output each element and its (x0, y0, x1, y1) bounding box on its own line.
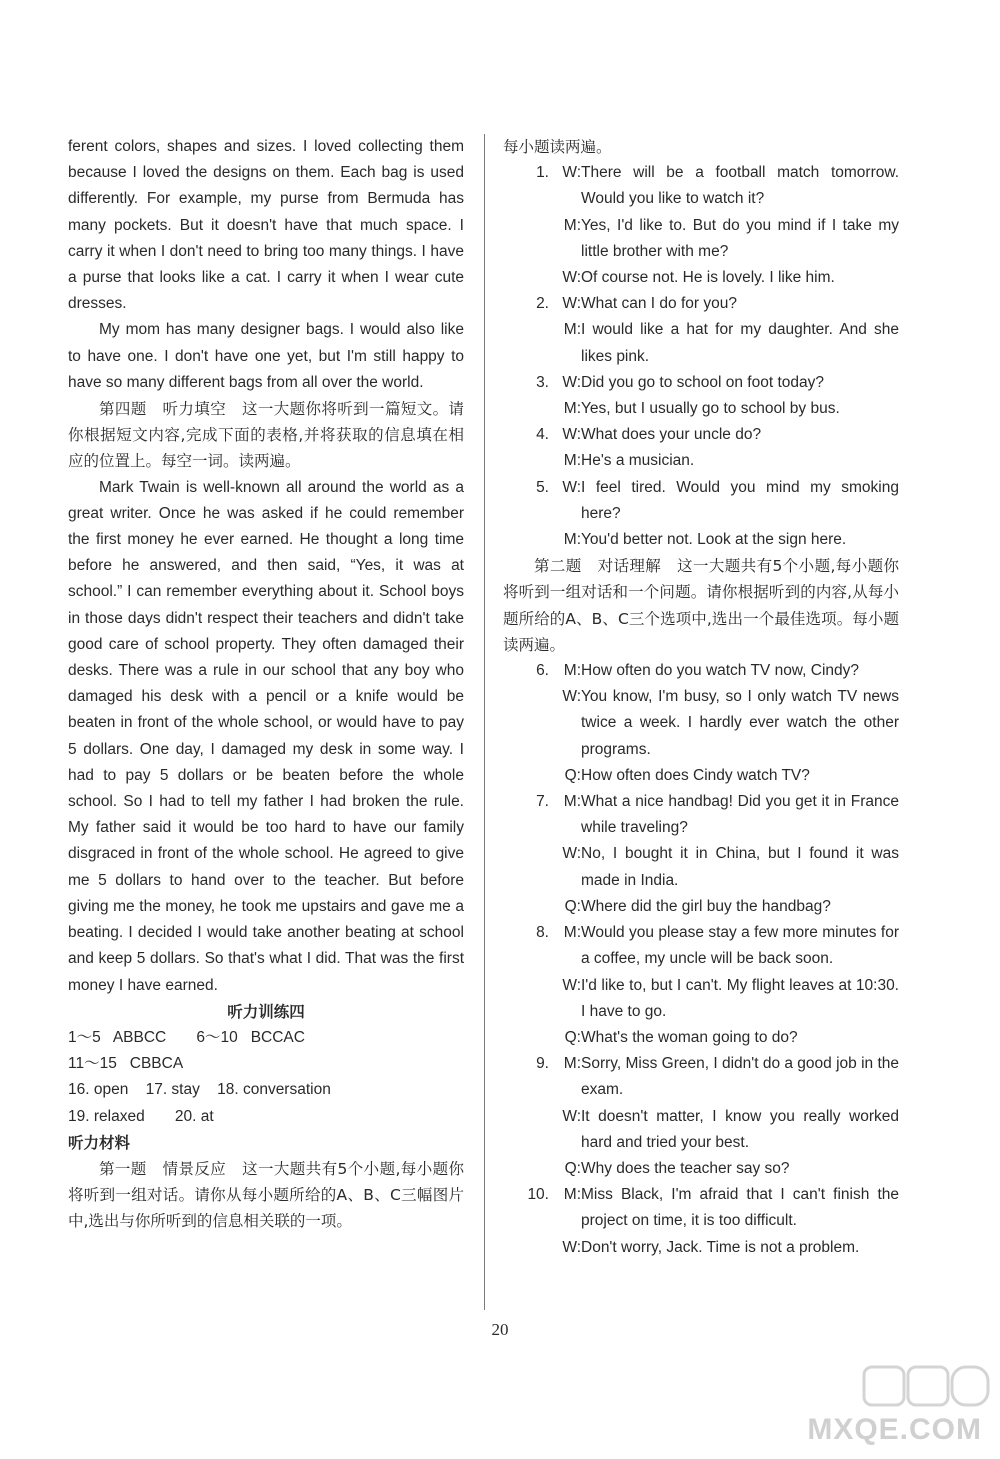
dialog-line (503, 422, 899, 448)
speaker-label: W: (562, 1238, 581, 1256)
answer-range: 1～5 (68, 1028, 101, 1046)
speaker-label: W: (562, 478, 581, 496)
indent-spacer (503, 1104, 553, 1156)
dialog-text: Don't worry, Jack. Time is not a problem. (581, 1238, 860, 1256)
dialog-line (503, 448, 899, 474)
dialog-text: What a nice handbag! Did you get it in France while traveling? (581, 793, 899, 837)
dialog-line (503, 973, 899, 1025)
indent-spacer (503, 265, 553, 291)
answer-key: ABBCC (112, 1028, 167, 1046)
dialog-text: Why does the teacher say so? (581, 1159, 790, 1177)
answer-key: CBBCA (129, 1055, 184, 1073)
fill-answer: 18. conversation (217, 1081, 331, 1099)
dialog-line (503, 1235, 899, 1261)
question-number: 1. (536, 164, 549, 182)
dialog-line (503, 920, 899, 972)
answer-range: 11～15 (68, 1055, 117, 1073)
indent-spacer (503, 973, 553, 1025)
dialog-text: I would like a hat for my daughter. And she likes pink. (581, 321, 899, 365)
dialog-text: What does your uncle do? (581, 426, 762, 444)
speaker-label: W: (562, 426, 581, 444)
dialog-line (503, 527, 899, 553)
dialog-text: Sorry, Miss Green, I didn't do a good job in the exam. (581, 1055, 900, 1099)
dialog-text: How often does Cindy watch TV? (581, 766, 810, 784)
speaker-label: M: (563, 1055, 581, 1073)
dialog-line (503, 396, 899, 422)
speaker-label: Q: (564, 1159, 581, 1177)
speaker-label: M: (563, 216, 581, 234)
speaker-label: M: (563, 1186, 581, 1204)
watermark-logo (807, 1365, 992, 1451)
dialog-text: You know, I'm busy, so I only watch TV news twice a week. I hardly ever watch the other programs. (581, 688, 899, 758)
dialog-text: He's a musician. (581, 452, 695, 470)
dialog-text: You'd better not. Look at the sign here. (581, 531, 847, 549)
dialog-line (503, 658, 899, 684)
dialog-text: Of course not. He is lovely. I like him. (581, 269, 835, 287)
dialog-line (503, 763, 899, 789)
dialog-line (503, 841, 899, 893)
page-number: 20 (491, 1320, 509, 1339)
question-number: 2. (536, 295, 549, 313)
indent-spacer (503, 763, 553, 789)
answer-range: 6～10 (196, 1028, 238, 1046)
section2-instruction: 第二题 对话理解 这一大题共有5个小题,每小题你将听到一组对话和一个问题。请你根据听到的内容,从每小题所给的A、B、C三个选项中,选出一个最佳选项。每小题读两遍。 (503, 557, 899, 654)
dialog-line (503, 1051, 899, 1103)
dialog-line (503, 370, 899, 396)
dialog-text: How often do you watch TV now, Cindy? (581, 662, 860, 680)
speaker-label: Q: (564, 766, 581, 784)
fill-answer: 17. stay (145, 1081, 200, 1099)
indent-spacer (503, 1156, 553, 1182)
dialog-text: There will be a football match tomorrow. Would you like to watch it? (581, 164, 899, 208)
material-title: 听力材料 (68, 1133, 131, 1152)
fill-answer-row (68, 1104, 464, 1130)
speaker-label: W: (562, 164, 581, 182)
watermark-text: MXQE.COM (807, 1413, 982, 1446)
dialog-list-part2 (503, 658, 899, 1261)
dialog-text: Miss Black, I'm afraid that I can't finish the project on time, it is too difficult. (581, 1186, 899, 1230)
speaker-label: W: (562, 845, 581, 863)
question-number: 10. (527, 1186, 549, 1204)
indent-spacer (503, 527, 553, 553)
dialog-list-part1 (503, 160, 899, 553)
indent-spacer (503, 213, 553, 265)
dialog-text: I feel tired. Would you mind my smoking here? (581, 478, 899, 522)
indent-spacer (503, 684, 553, 763)
answer-row (68, 1051, 464, 1077)
dialog-text: No, I bought it in China, but I found it was made in India. (581, 845, 899, 889)
indent-spacer (503, 1235, 553, 1261)
question-number: 4. (536, 426, 549, 444)
fill-answer: 16. open (68, 1081, 129, 1099)
speaker-label: M: (563, 452, 581, 470)
answer-key: BCCAC (250, 1028, 305, 1046)
dialog-text: Would you please stay a few more minutes for a coffee, my uncle will be back soon. (581, 924, 899, 968)
speaker-label: W: (562, 688, 581, 706)
dialog-line (503, 213, 899, 265)
speaker-label: Q: (564, 897, 581, 915)
question-number: 8. (536, 924, 549, 942)
dialog-text: Yes, but I usually go to school by bus. (581, 400, 840, 418)
answer-row (68, 1025, 464, 1051)
speaker-label: M: (563, 531, 581, 549)
fill-answer: 20. at (174, 1107, 214, 1125)
passage-paragraph: ferent colors, shapes and sizes. I loved collecting them because I loved the designs on them. Each bag is used differently. For example, my purse from Bermuda has many pockets. But it doesn't have that much space. I carry it when I don't need to bring too many things. I have a purse that looks like a cat. I carry it when I wear cute dresses. (68, 138, 464, 313)
dialog-line (503, 291, 899, 317)
instruction-continuation: 每小题读两遍。 (503, 138, 612, 156)
dialog-text: It doesn't matter, I know you really worked hard and tried your best. (581, 1107, 899, 1151)
mark-twain-passage: Mark Twain is well-known all around the world as a great writer. Once he was asked if he could remember the first money he ever earned. He thought a long time before he answered, and then said, “Yes, it was at school.” I can remember everything about it. School boys in those days didn't respect their teachers and didn't take good care of school property. They often damaged their desks. There was a rule in our school that any boy who damaged his desk with a pencil or a knife would be beaten in front of the whole school, or would have to pay 5 dollars. One day, I damaged my desk in some way. I had to pay 5 dollars or be beaten before the whole school. So I had to tell my father I had broken the rule. My father said it would be too hard to have our family disgraced in front of the whole school. He agreed to give me 5 dollars to hand over to the teacher. But before giving me the money, he took me upstairs and gave me a beating. I decided I would take another beating at school and keep 5 dollars. So that's what I did. That was the first money I have earned. (68, 478, 464, 994)
dialog-line (503, 160, 899, 212)
dialog-line (503, 1104, 899, 1156)
dialog-line (503, 1025, 899, 1051)
dialog-text: Where did the girl buy the handbag? (581, 897, 831, 915)
dialog-text: What's the woman going to do? (581, 1028, 798, 1046)
speaker-label: W: (562, 1107, 581, 1125)
section4-instruction: 第四题 听力填空 这一大题你将听到一篇短文。请你根据短文内容,完成下面的表格,并将获取的信息填在相应的位置上。每空一词。读两遍。 (68, 400, 464, 471)
speaker-label: W: (562, 976, 581, 994)
dialog-line (503, 1182, 899, 1234)
dialog-text: Did you go to school on foot today? (581, 373, 824, 391)
question-number: 6. (536, 662, 549, 680)
question-number: 7. (536, 793, 549, 811)
dialog-line (503, 894, 899, 920)
fill-answer: 19. relaxed (68, 1107, 145, 1125)
speaker-label: M: (563, 793, 581, 811)
column-divider (484, 134, 485, 1310)
right-column (503, 134, 899, 1261)
indent-spacer (503, 841, 553, 893)
dialog-line (503, 475, 899, 527)
dialog-line (503, 789, 899, 841)
dialog-line (503, 684, 899, 763)
dialog-text: What can I do for you? (581, 295, 737, 313)
answers-title: 听力训练四 (227, 1002, 305, 1021)
left-column (68, 134, 464, 1235)
dialog-text: Yes, I'd like to. But do you mind if I take my little brother with me? (581, 216, 899, 260)
dialog-line (503, 317, 899, 369)
indent-spacer (503, 448, 553, 474)
dialog-line (503, 265, 899, 291)
speaker-label: W: (562, 269, 581, 287)
speaker-label: M: (563, 662, 581, 680)
dialog-text: I'd like to, but I can't. My flight leaves at 10:30. I have to go. (581, 976, 899, 1020)
speaker-label: M: (563, 924, 581, 942)
speaker-label: Q: (564, 1028, 581, 1046)
fill-answer-row (68, 1077, 464, 1103)
indent-spacer (503, 894, 553, 920)
indent-spacer (503, 1025, 553, 1051)
question-number: 5. (536, 478, 549, 496)
question-number: 9. (536, 1055, 549, 1073)
speaker-label: M: (563, 400, 581, 418)
question-number: 3. (536, 373, 549, 391)
indent-spacer (503, 317, 553, 369)
speaker-label: W: (562, 373, 581, 391)
section1-instruction: 第一题 情景反应 这一大题共有5个小题,每小题你将听到一组对话。请你从每小题所给的A、B、C三幅图片中,选出与你所听到的信息相关联的一项。 (68, 1159, 464, 1231)
indent-spacer (503, 396, 553, 422)
speaker-label: W: (562, 295, 581, 313)
speaker-label: M: (563, 321, 581, 339)
passage-paragraph: My mom has many designer bags. I would also like to have one. I don't have one yet, but I'm still happy to have so many different bags from all over the world. (68, 321, 464, 391)
dialog-line (503, 1156, 899, 1182)
